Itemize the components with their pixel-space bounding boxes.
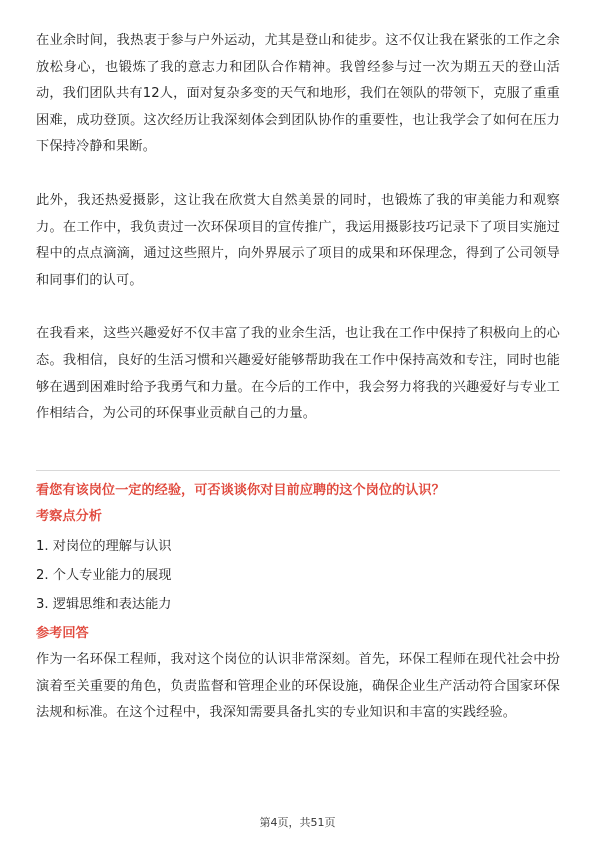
list-item: 1. 对岗位的理解与认识: [36, 539, 172, 554]
analysis-heading: 考察点分析: [36, 509, 102, 524]
section-divider: [36, 470, 560, 471]
body-text: [36, 28, 560, 428]
answer-heading: 参考回答: [36, 626, 89, 641]
list-item: 2. 个人专业能力的展现: [36, 568, 172, 583]
paragraph-outdoor-sports: 在业余时间，我热衷于参与户外运动，尤其是登山和徒步。这不仅让我在紧张的工作之余放松身心，也锻炼了我的意志力和团队合作精神。我曾经参与过一次为期五天的登山活动，我们团队共有12人，面对复杂多变的天气和地形，我们在领队的带领下，克服了重重困难，成功登顶。这次经历让我深刻体会到团队协作的重要性，也让我学会了如何在压力下保持冷静和果断。: [36, 33, 560, 155]
paragraph-conclusion: 在我看来，这些兴趣爱好不仅丰富了我的业余生活，也让我在工作中保持了积极向上的心态。我相信，良好的生活习惯和兴趣爱好能够帮助我在工作中保持高效和专注，同时也能够在遇到困难时给予我勇气和力量。在今后的工作中，我会努力将我的兴趣爱好与专业工作相结合，为公司的环保事业贡献自己的力量。: [36, 326, 560, 422]
interview-question-section: [36, 478, 560, 727]
paragraph-spacer: [36, 161, 560, 188]
analysis-list: [36, 532, 560, 619]
answer-text: 作为一名环保工程师，我对这个岗位的认识非常深刻。首先，环保工程师在现代社会中扮演着至关重要的角色，负责监督和管理企业的环保设施，确保企业生产活动符合国家环保法规和标准。在这个过程中，我深知需要具备扎实的专业知识和丰富的实践经验。: [36, 652, 560, 721]
interview-question: 看您有该岗位一定的经验，可否谈谈你对目前应聘的这个岗位的认识？: [36, 483, 445, 498]
list-item: 3. 逻辑思维和表达能力: [36, 597, 172, 612]
page-number: 第4页，共51页: [259, 816, 336, 829]
paragraph-spacer: [36, 294, 560, 321]
paragraph-photography: 此外，我还热爱摄影，这让我在欣赏大自然美景的同时，也锻炼了我的审美能力和观察力。在工作中，我负责过一次环保项目的宣传推广，我运用摄影技巧记录下了项目实施过程中的点点滴滴，通过这些照片，向外界展示了项目的成果和环保理念，得到了公司领导和同事们的认可。: [36, 192, 560, 288]
